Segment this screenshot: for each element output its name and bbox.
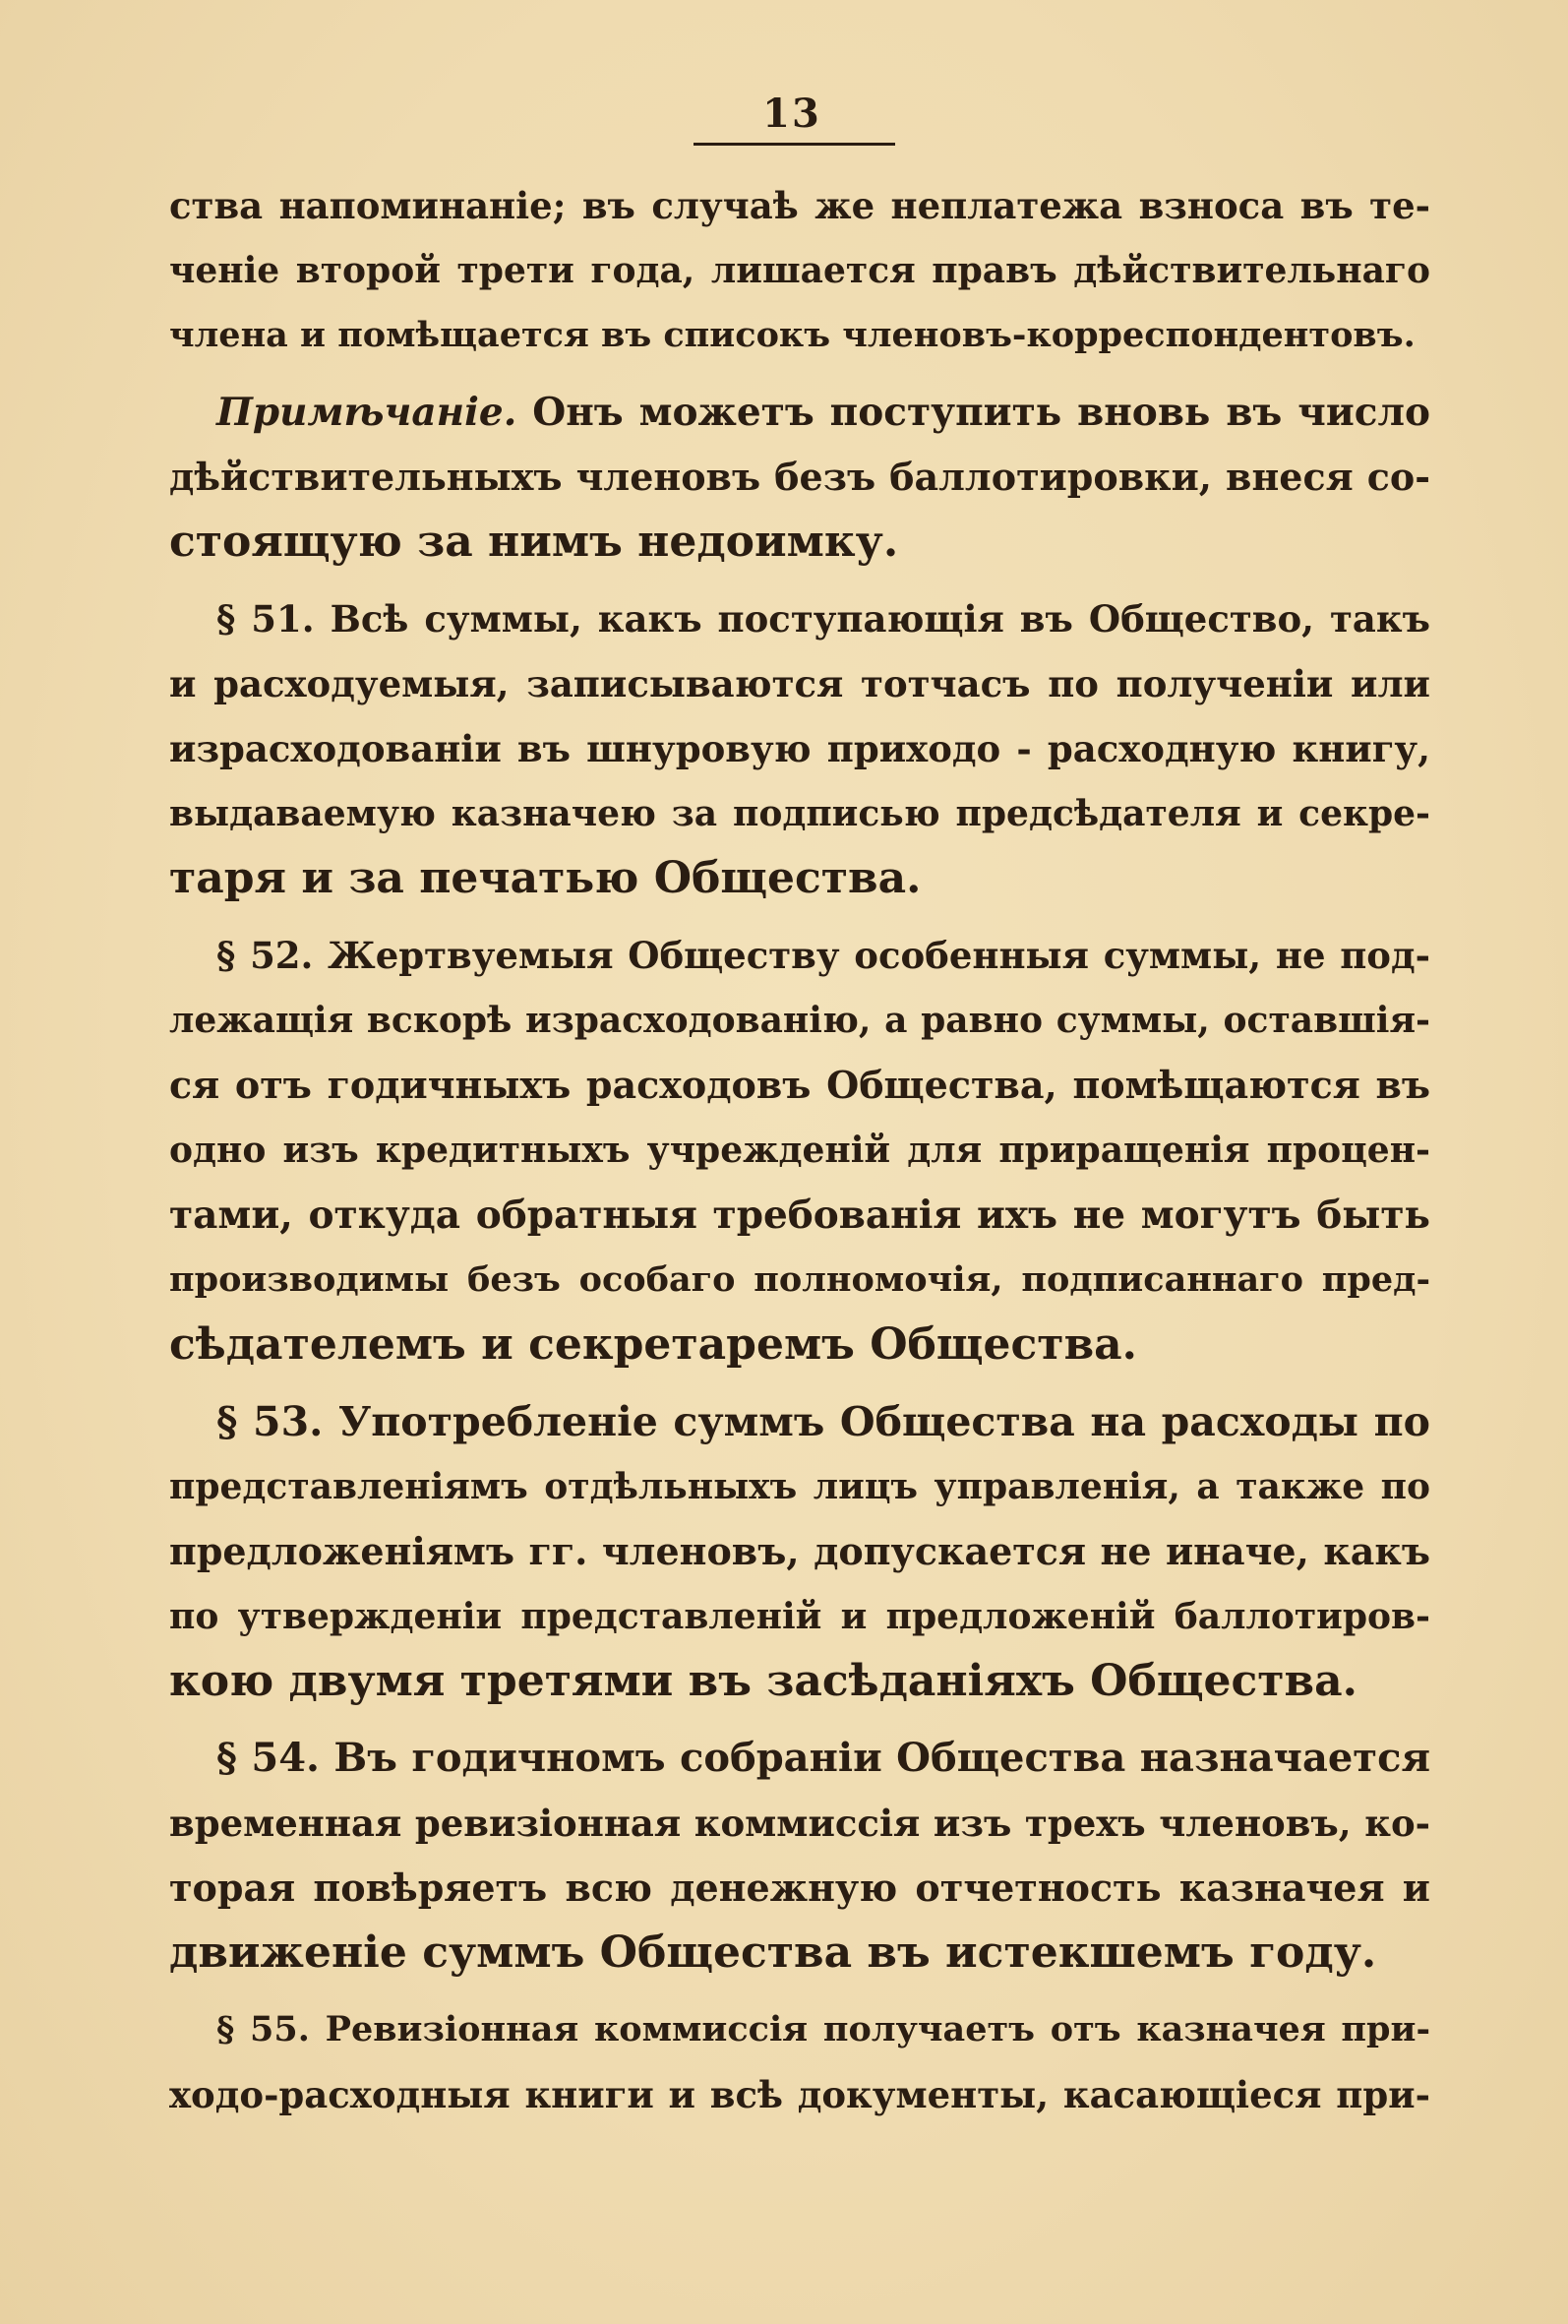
text-line: выдаваемую казначею за подписью предсѣдателя и секре-	[169, 793, 1430, 834]
text-line: представленіямъ отдѣльныхъ лицъ управленія, а также по	[169, 1466, 1430, 1507]
text-line: § 54. Въ годичномъ собраніи Общества назначается	[216, 1735, 1430, 1781]
text-line: кою двумя третями въ засѣданіяхъ Общества.	[169, 1656, 1357, 1706]
text-line: и расходуемыя, записываются тотчасъ по полученіи или	[169, 662, 1430, 705]
text-line: ства напоминаніе; въ случаѣ же неплатежа взноса въ те-	[169, 184, 1430, 227]
text-line: дѣйствительныхъ членовъ безъ баллотировки, внеся со-	[169, 455, 1430, 499]
text-line: ченіе второй трети года, лишается правъ дѣйствительнаго	[169, 250, 1430, 291]
paragraph-section-54	[169, 1726, 1430, 1986]
text-line: одно изъ кредитныхъ учрежденій для приращенія процен-	[169, 1130, 1430, 1171]
text-line: § 52. Жертвуемыя Обществу особенныя суммы, не под-	[216, 934, 1430, 977]
text-line	[169, 380, 1430, 445]
text-line: таря и за печатью Общества.	[169, 853, 922, 903]
text-line: стоящую за нимъ недоимку.	[169, 517, 899, 567]
text-line: израсходованіи въ шнуровую приходо - расходную книгу,	[169, 727, 1430, 770]
header-rule	[694, 143, 895, 146]
text-line: по утвержденіи представленій и предложеній баллотиров-	[169, 1596, 1430, 1637]
text-line: временная ревизіонная коммиссія изъ трехъ членовъ, ко-	[169, 1802, 1430, 1845]
text-line: ходо-расходныя книги и всѣ документы, касающіеся при-	[169, 2073, 1430, 2116]
note-text: Онъ можетъ поступить вновь въ число	[516, 390, 1430, 435]
note-label: Примѣчаніе.	[216, 390, 517, 435]
paragraph-continuation	[169, 173, 1430, 368]
text-line: производимы безъ особаго полномочія, подписаннаго пред-	[169, 1259, 1430, 1300]
text-line: предложеніямъ гг. членовъ, допускается не иначе, какъ	[169, 1529, 1430, 1573]
text-line: движеніе суммъ Общества въ истекшемъ году.	[169, 1927, 1377, 1978]
text-line: сѣдателемъ и секретаремъ Общества.	[169, 1319, 1137, 1370]
paragraph-section-55	[169, 1997, 1430, 2127]
text-line: тами, откуда обратныя требованія ихъ не могутъ быть	[169, 1193, 1430, 1238]
text-line: ся отъ годичныхъ расходовъ Общества, помѣщаются въ	[169, 1063, 1430, 1107]
paragraph-section-52	[169, 923, 1430, 1377]
text-line: § 55. Ревизіонная коммиссія получаетъ отъ казначея при-	[216, 2009, 1430, 2049]
paragraph-note	[169, 380, 1430, 575]
text-line: торая повѣряетъ всю денежную отчетность казначея и	[169, 1865, 1430, 1910]
text-line: лежащія вскорѣ израсходованію, а равно суммы, оставшія-	[169, 1000, 1430, 1041]
page-number: 13	[762, 91, 821, 137]
paragraph-section-53	[169, 1389, 1430, 1714]
text-line: члена и помѣщается въ списокъ членовъ-корреспондентовъ.	[169, 315, 1416, 355]
text-line: § 51. Всѣ суммы, какъ поступающія въ Общество, такъ	[216, 597, 1430, 641]
paragraph-section-51	[169, 586, 1430, 911]
text-line: § 53. Употребленіе суммъ Общества на расходы по	[216, 1398, 1430, 1445]
body-text	[169, 173, 1430, 2139]
